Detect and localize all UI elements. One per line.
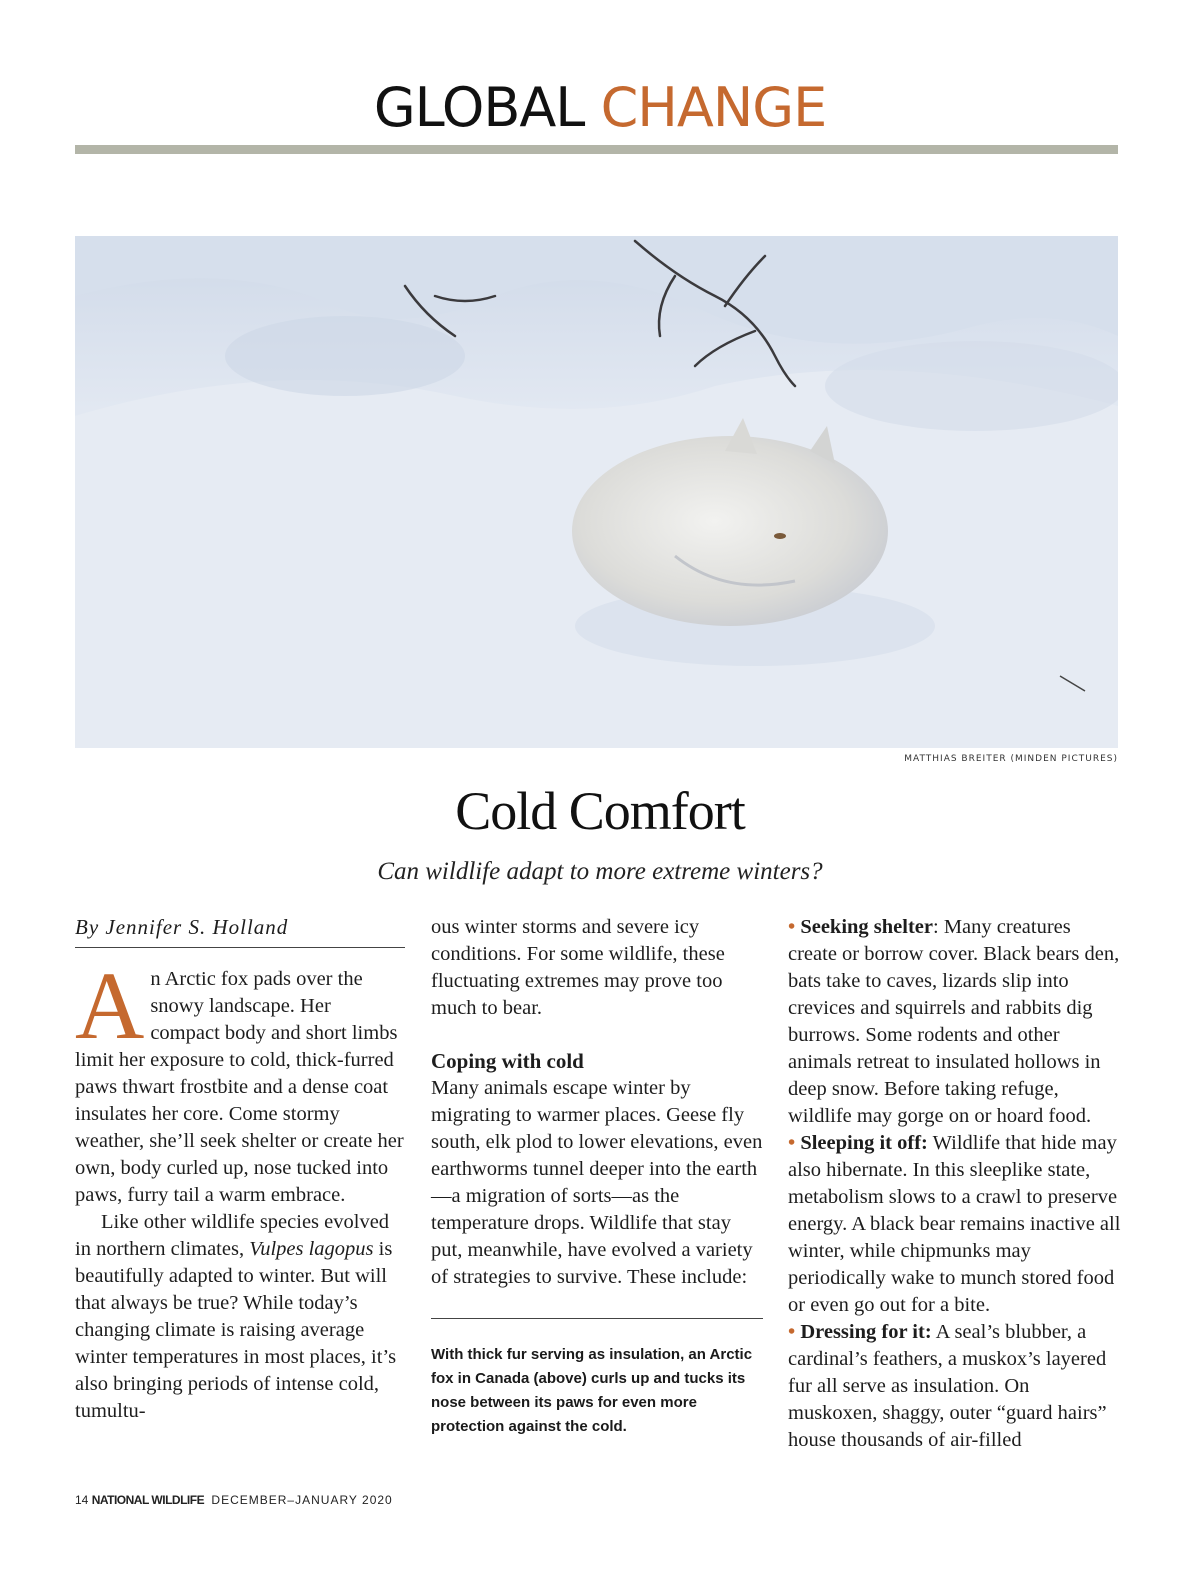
bullet-text: Many creatures create or borrow cover. Black bears den, bats take to caves, lizards slip into crevices and squirrels and rabbits dig burrows. Some rodents and other animals retreat to insulated hollows in deep snow. Before taking refuge, wildlife may gorge on or hoard food. bbox=[788, 916, 1120, 1127]
paragraph-2-text-b: is beautifully adapted to winter. But will that always be true? While today’s changing climate is raising average winter temperatures in most places, it’s also bringing periods of intense cold, tumultu- bbox=[75, 1238, 397, 1422]
column-1 bbox=[75, 914, 405, 1425]
bullet-icon: • bbox=[788, 1132, 796, 1154]
page-footer bbox=[75, 1493, 393, 1507]
drop-cap: A bbox=[75, 952, 145, 1059]
bullet-label: Dressing for it: bbox=[800, 1321, 932, 1343]
photo-credit: MATTHIAS BREITER (MINDEN PICTURES) bbox=[904, 754, 1118, 764]
paragraph-3: ous winter storms and severe icy conditions. For some wildlife, these fluctuating extremes may prove too much to bear. bbox=[431, 916, 725, 1019]
bullet-text: Wildlife that hide may also hibernate. In this sleeplike state, metabolism slows to a crawl to preserve energy. A black bear remains inactive all winter, while chipmunks may periodically wake to munch stored food or even go out for a bite. bbox=[788, 1132, 1121, 1316]
bullet-label: Seeking shelter bbox=[800, 916, 933, 938]
column-3 bbox=[788, 914, 1123, 1454]
paragraph-2 bbox=[75, 1209, 405, 1425]
issue-date: DECEMBER–JANUARY 2020 bbox=[211, 1493, 393, 1507]
species-name: Vulpes lagopus bbox=[249, 1238, 374, 1260]
arctic-fox-photo bbox=[75, 236, 1118, 748]
article-subtitle: Can wildlife adapt to more extreme winters? bbox=[377, 858, 823, 885]
section-header-word-2: CHANGE bbox=[600, 76, 827, 139]
section-heading: Coping with cold bbox=[431, 1049, 584, 1073]
paragraph-2-text-a: Like other wildlife species evolved in northern climates, bbox=[75, 1211, 390, 1260]
bullet-item bbox=[788, 1130, 1123, 1319]
page-number: 14 bbox=[75, 1493, 89, 1507]
bullet-item bbox=[788, 914, 1123, 1130]
column-2 bbox=[431, 914, 763, 1439]
photo-caption: With thick fur serving as insulation, an Arctic fox in Canada (above) curls up and tucks its nose between its paws for even more protection against the cold. bbox=[431, 1346, 753, 1435]
header-rule bbox=[75, 145, 1118, 154]
section-header bbox=[0, 78, 1200, 138]
paragraph-1 bbox=[75, 952, 405, 1209]
bullet-text: A seal’s blubber, a cardinal’s feathers, a muskox’s layered fur all serve as insulation. On muskoxen, shaggy, outer “guard hairs” house thousands of air-filled bbox=[788, 1321, 1107, 1451]
article-title: Cold Comfort bbox=[455, 781, 745, 841]
bullet-icon: • bbox=[788, 1321, 796, 1343]
section-header-word-1: GLOBAL bbox=[373, 76, 585, 139]
paragraph-1-text: n Arctic fox pads over the snowy landscape. Her compact body and short limbs limit her exposure to cold, thick-furred paws thwart frostbite and a dense coat insulates her core. Come stormy weather, she’ll seek shelter or create her own, body curled up, nose tucked into paws, furry tail a warm embrace. bbox=[75, 968, 404, 1206]
bullet-item bbox=[788, 1319, 1123, 1454]
paragraph-4: Many animals escape winter by migrating to warmer places. Geese fly south, elk plod to lower elevations, even earthworms tunnel deeper into the earth—a migration of sorts—as the temperature drops. Wildlife that stay put, meanwhile, have evolved a variety of strategies to survive. These include: bbox=[431, 1077, 763, 1288]
magazine-name: NATIONAL WILDLIFE bbox=[91, 1493, 205, 1507]
photo-caption-block bbox=[431, 1318, 763, 1439]
bullet-separator: : bbox=[932, 916, 944, 938]
byline: By Jennifer S. Holland bbox=[75, 914, 405, 948]
bullet-icon: • bbox=[788, 916, 796, 938]
bullet-label: Sleeping it off: bbox=[800, 1132, 928, 1154]
